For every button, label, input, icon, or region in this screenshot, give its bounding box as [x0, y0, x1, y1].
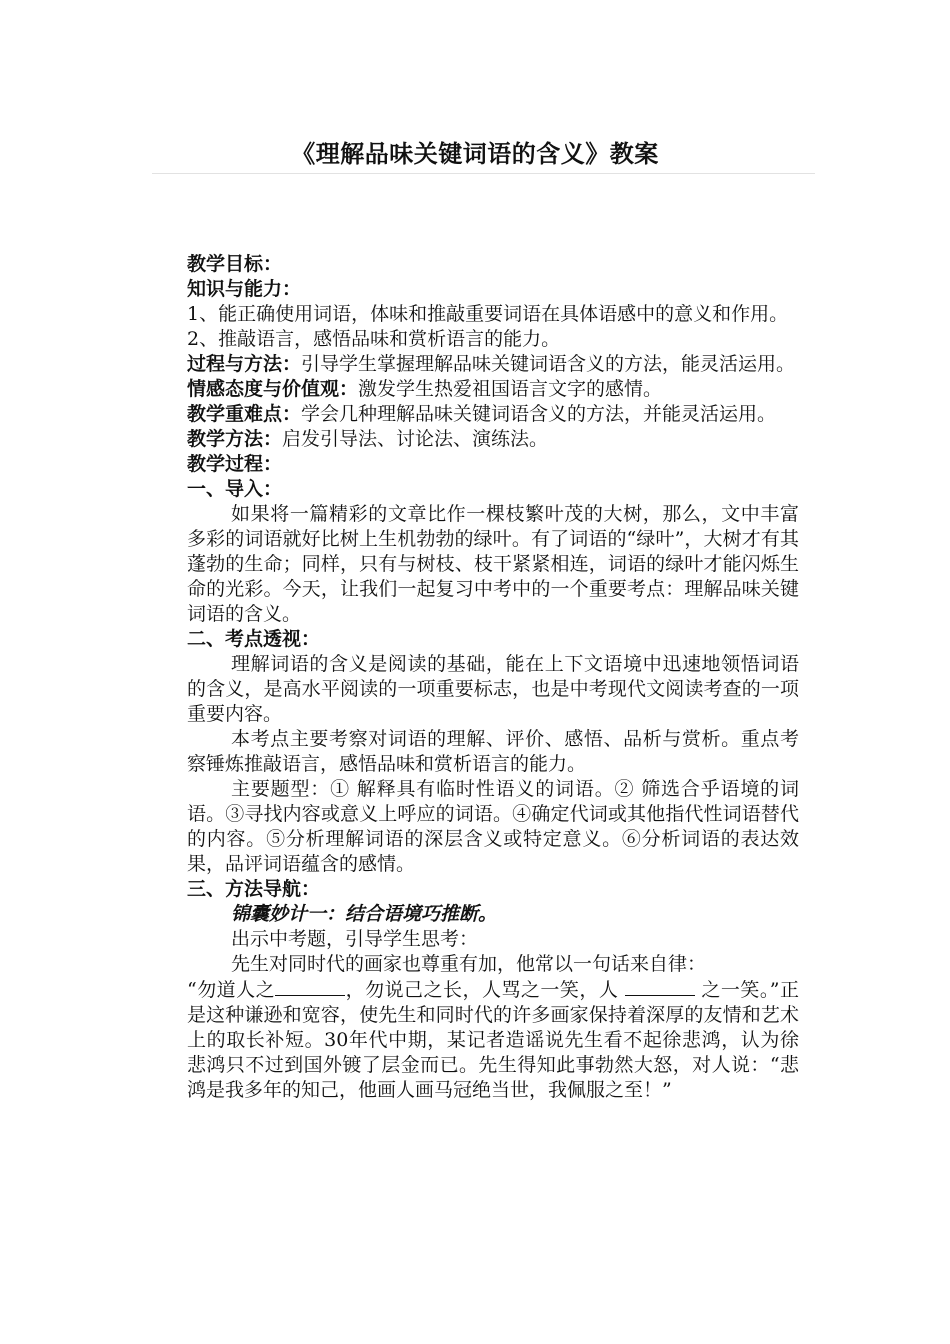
fill-blank-1: [275, 977, 345, 996]
section-1-heading: 一、导入：: [187, 478, 283, 500]
keypoints-label: 教学重难点：: [187, 403, 302, 425]
section-2-paragraph-1: 理解词语的含义是阅读的基础，能在上下文语境中迅速地领悟词语的含义，是高水平阅读的一项重要标志，也是中考现代文阅读考查的一项重要内容。: [187, 653, 799, 725]
methods-text: 启发引导法、讨论法、演练法。: [282, 428, 549, 450]
fill-blank-2: [625, 977, 695, 996]
tip-1-heading: 锦囊妙计一：结合语境巧推断。: [231, 903, 498, 925]
quote-part-3: 之一笑。”正是这种谦逊和宽容，使先生和同时代的许多画家保持着深厚的友情和艺术上的取长补短。30年代中期，某记者造谣说先生看不起徐悲鸿，认为徐悲鸿只不过到国外镀了层金而已。先生得知此事勃然大怒，对人说：“悲鸿是我多年的知己，他画人画马冠绝当世，我佩服之至！”: [187, 979, 800, 1101]
section-1-paragraph: 如果将一篇精彩的文章比作一棵枝繁叶茂的大树，那么，文中丰富多彩的词语就好比树上生机勃勃的绿叶。有了词语的“绿叶”，大树才有其蓬勃的生命；同样，只有与树枝、枝干紧紧相连，词语的绿叶才能闪烁生命的光彩。今天，让我们一起复习中考中的一个重要考点：理解品味关键词语的含义。: [187, 503, 799, 625]
emotion-label: 情感态度与价值观：: [187, 378, 359, 400]
emotion-line: [187, 377, 799, 402]
emotion-text: 激发学生热爱祖国语言文字的感情。: [358, 378, 663, 400]
process-line: [187, 352, 799, 377]
section-2-paragraph-3: 主要题型：① 解释具有临时性语义的词语。② 筛选合乎语境的词语。③寻找内容或意义上呼应的词语。④确定代词或其他指代性词语替代的内容。⑤分析理解词语的深层含义或特定意义。⑥分析词语的表达效果，品评词语蕴含的感情。: [187, 778, 799, 875]
knowledge-heading: 知识与能力：: [187, 278, 302, 300]
document-body: [187, 252, 799, 1103]
document-title: 《理解品味关键词语的含义》教案: [291, 140, 659, 168]
show-question-line: 出示中考题，引导学生思考：: [231, 928, 479, 950]
methods-label: 教学方法：: [187, 428, 283, 450]
procedure-heading: 教学过程：: [187, 453, 283, 475]
objectives-heading: 教学目标：: [187, 253, 283, 275]
section-2-heading: 二、考点透视：: [187, 628, 321, 650]
quote-part-1: “勿道人之: [187, 979, 276, 1001]
keypoints-line: [187, 402, 799, 427]
knowledge-item-2: 2、推敲语言，感悟品味和赏析语言的能力。: [187, 328, 561, 350]
methods-line: [187, 427, 799, 452]
section-3-heading: 三、方法导航：: [187, 878, 321, 900]
process-text: 引导学生掌握理解品味关键词语含义的方法，能灵活运用。: [301, 353, 796, 375]
passage-quote: [187, 977, 799, 1103]
knowledge-item-1: 1、能正确使用词语，体味和推敲重要词语在具体语感中的意义和作用。: [187, 303, 789, 325]
quote-part-2: ，勿说己之长，人骂之一笑，人: [345, 979, 619, 1001]
section-2-paragraph-2: 本考点主要考察对词语的理解、评价、感悟、品析与赏析。重点考察锤炼推敲语言，感悟品味和赏析语言的能力。: [187, 728, 799, 775]
title-divider: [152, 173, 815, 174]
process-label: 过程与方法：: [187, 353, 302, 375]
keypoints-text: 学会几种理解品味关键词语含义的方法，并能灵活运用。: [301, 403, 777, 425]
passage-intro: 先生对同时代的画家也尊重有加，他常以一句话来自律：: [231, 953, 707, 975]
